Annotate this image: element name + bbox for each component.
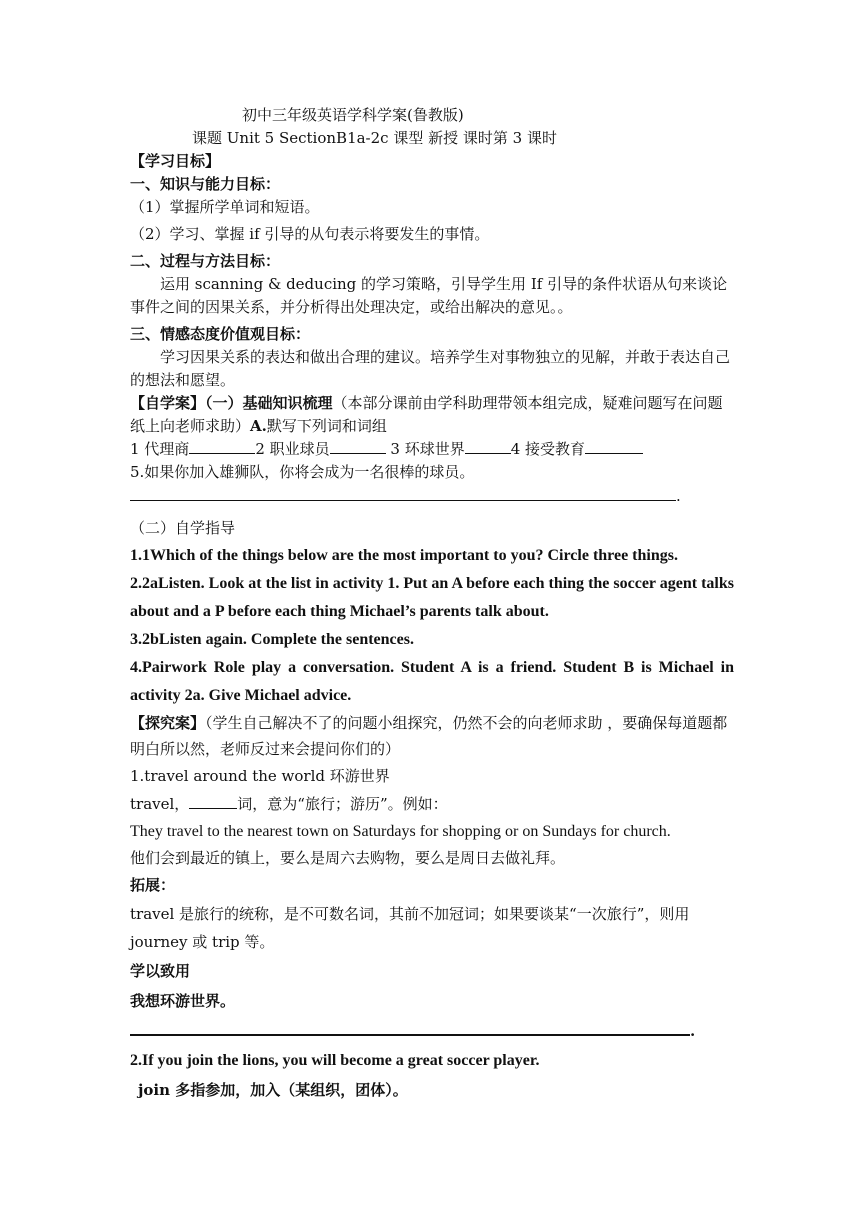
goal-section-2-text: 运用 scanning & deducing 的学习策略，引导学生用 If 引导的条件状语从句来谈论事件之间的因果关系，并分析得出处理决定，或给出解决的意见。。 [130, 275, 728, 316]
word-class-blank[interactable] [189, 793, 237, 809]
answer-line-q5 [130, 484, 734, 508]
apply-question: 我想环游世界。 [130, 992, 236, 1010]
self-study-note: （本部分课前由学科助理带领本组完成，疑难问题写在问题纸上向老师求助） [130, 394, 723, 435]
explore-intro [130, 710, 734, 762]
goal-section-2: 二、过程与方法目标： [130, 252, 281, 270]
worksheet-title: 初中三年级英语学科学案(鲁教版) [242, 106, 464, 124]
blank-4[interactable] [585, 438, 643, 454]
vocab-1: 1 代理商 [130, 440, 190, 458]
goal-item-2: （2）学习、掌握 if 引导的从句表示将要发生的事情。 [130, 225, 490, 243]
travel-meaning: 词，意为“旅行；游历”。例如： [237, 795, 448, 813]
explore-heading: 【探究案】 [130, 714, 206, 732]
travel-lead: travel， [130, 795, 190, 813]
apply-answer-end: . [690, 1022, 696, 1040]
explore-note: （学生自己解决不了的问题小组探究，仍然不会的向老师求助 ，要确保每道题都明白所以然，老师反过来会提问你们的） [130, 714, 728, 758]
task-4: 4.Pairwork Role play a conversation. Student A is a friend. Student B is Michael in activity 2a. Give Michael advice. [130, 659, 734, 704]
translation-q5: 5.如果你加入雄狮队，你将会成为一名很棒的球员。 [130, 463, 475, 481]
lesson-info: 课题 Unit 5 SectionB1a-2c 课型 新授 课时第 3 课时 [192, 129, 557, 147]
vocab-row [130, 438, 734, 461]
explore-item-2: 2.If you join the lions, you will become a great soccer player. [130, 1052, 540, 1069]
goal-item-1: （1）掌握所学单词和短语。 [130, 198, 320, 216]
task-1: 1.1Which of the things below are the most important to you? Circle three things. [130, 547, 678, 564]
task-3: 3.2bListen again. Complete the sentences. [130, 631, 414, 648]
task-a-label: A. [250, 417, 267, 435]
travel-example-cn: 他们会到最近的镇上，要么是周六去购物，要么是周日去做礼拜。 [130, 849, 566, 867]
apply-answer-line [130, 1016, 734, 1046]
blank-3[interactable] [465, 438, 511, 454]
task-a-text: 默写下列词和词组 [266, 417, 387, 435]
apply-heading: 学以致用 [130, 962, 191, 980]
answer-q5-end: . [676, 487, 681, 505]
apply-answer-blank[interactable] [130, 1018, 690, 1036]
goals-heading: 【学习目标】 [130, 152, 221, 170]
self-study-part2: （二）自学指导 [130, 519, 236, 537]
travel-example: They travel to the nearest town on Saturdays for shopping or on Sundays for church. [130, 823, 671, 840]
self-study-heading: 【自学案】 [130, 394, 206, 412]
blank-1[interactable] [189, 438, 255, 454]
vocab-2: 2 职业球员 [255, 440, 330, 458]
travel-word-class [130, 790, 734, 818]
extension-text: travel 是旅行的统称，是不可数名词，其前不加冠词；如果要谈某“一次旅行”，则用 journey 或 trip 等。 [130, 905, 690, 951]
answer-blank-q5[interactable] [130, 484, 676, 501]
self-study-part1: （一）基础知识梳理 [205, 394, 333, 412]
vocab-3: 3 环球世界 [390, 440, 465, 458]
vocab-4: 4 接受教育 [510, 440, 586, 458]
goal-section-3-text: 学习因果关系的表达和做出合理的建议。培养学生对事物独立的见解，并敢于表达自己的想法和愿望。 [130, 348, 731, 389]
goal-section-1: 一、知识与能力目标： [130, 175, 281, 193]
extension-heading: 拓展： [130, 876, 176, 894]
task-2: 2.2aListen. Look at the list in activity 1. Put an A before each thing the soccer agent talks about and a P before each thing Michael’s parents talk about. [130, 575, 734, 620]
worksheet [130, 104, 734, 1104]
self-study-intro [130, 392, 734, 438]
goal-section-3: 三、情感态度价值观目标： [130, 325, 311, 343]
join-note: join 多指参加，加入（某组织，团体）。 [138, 1081, 408, 1099]
blank-2[interactable] [330, 438, 386, 454]
explore-item-1: 1.travel around the world 环游世界 [130, 767, 390, 785]
